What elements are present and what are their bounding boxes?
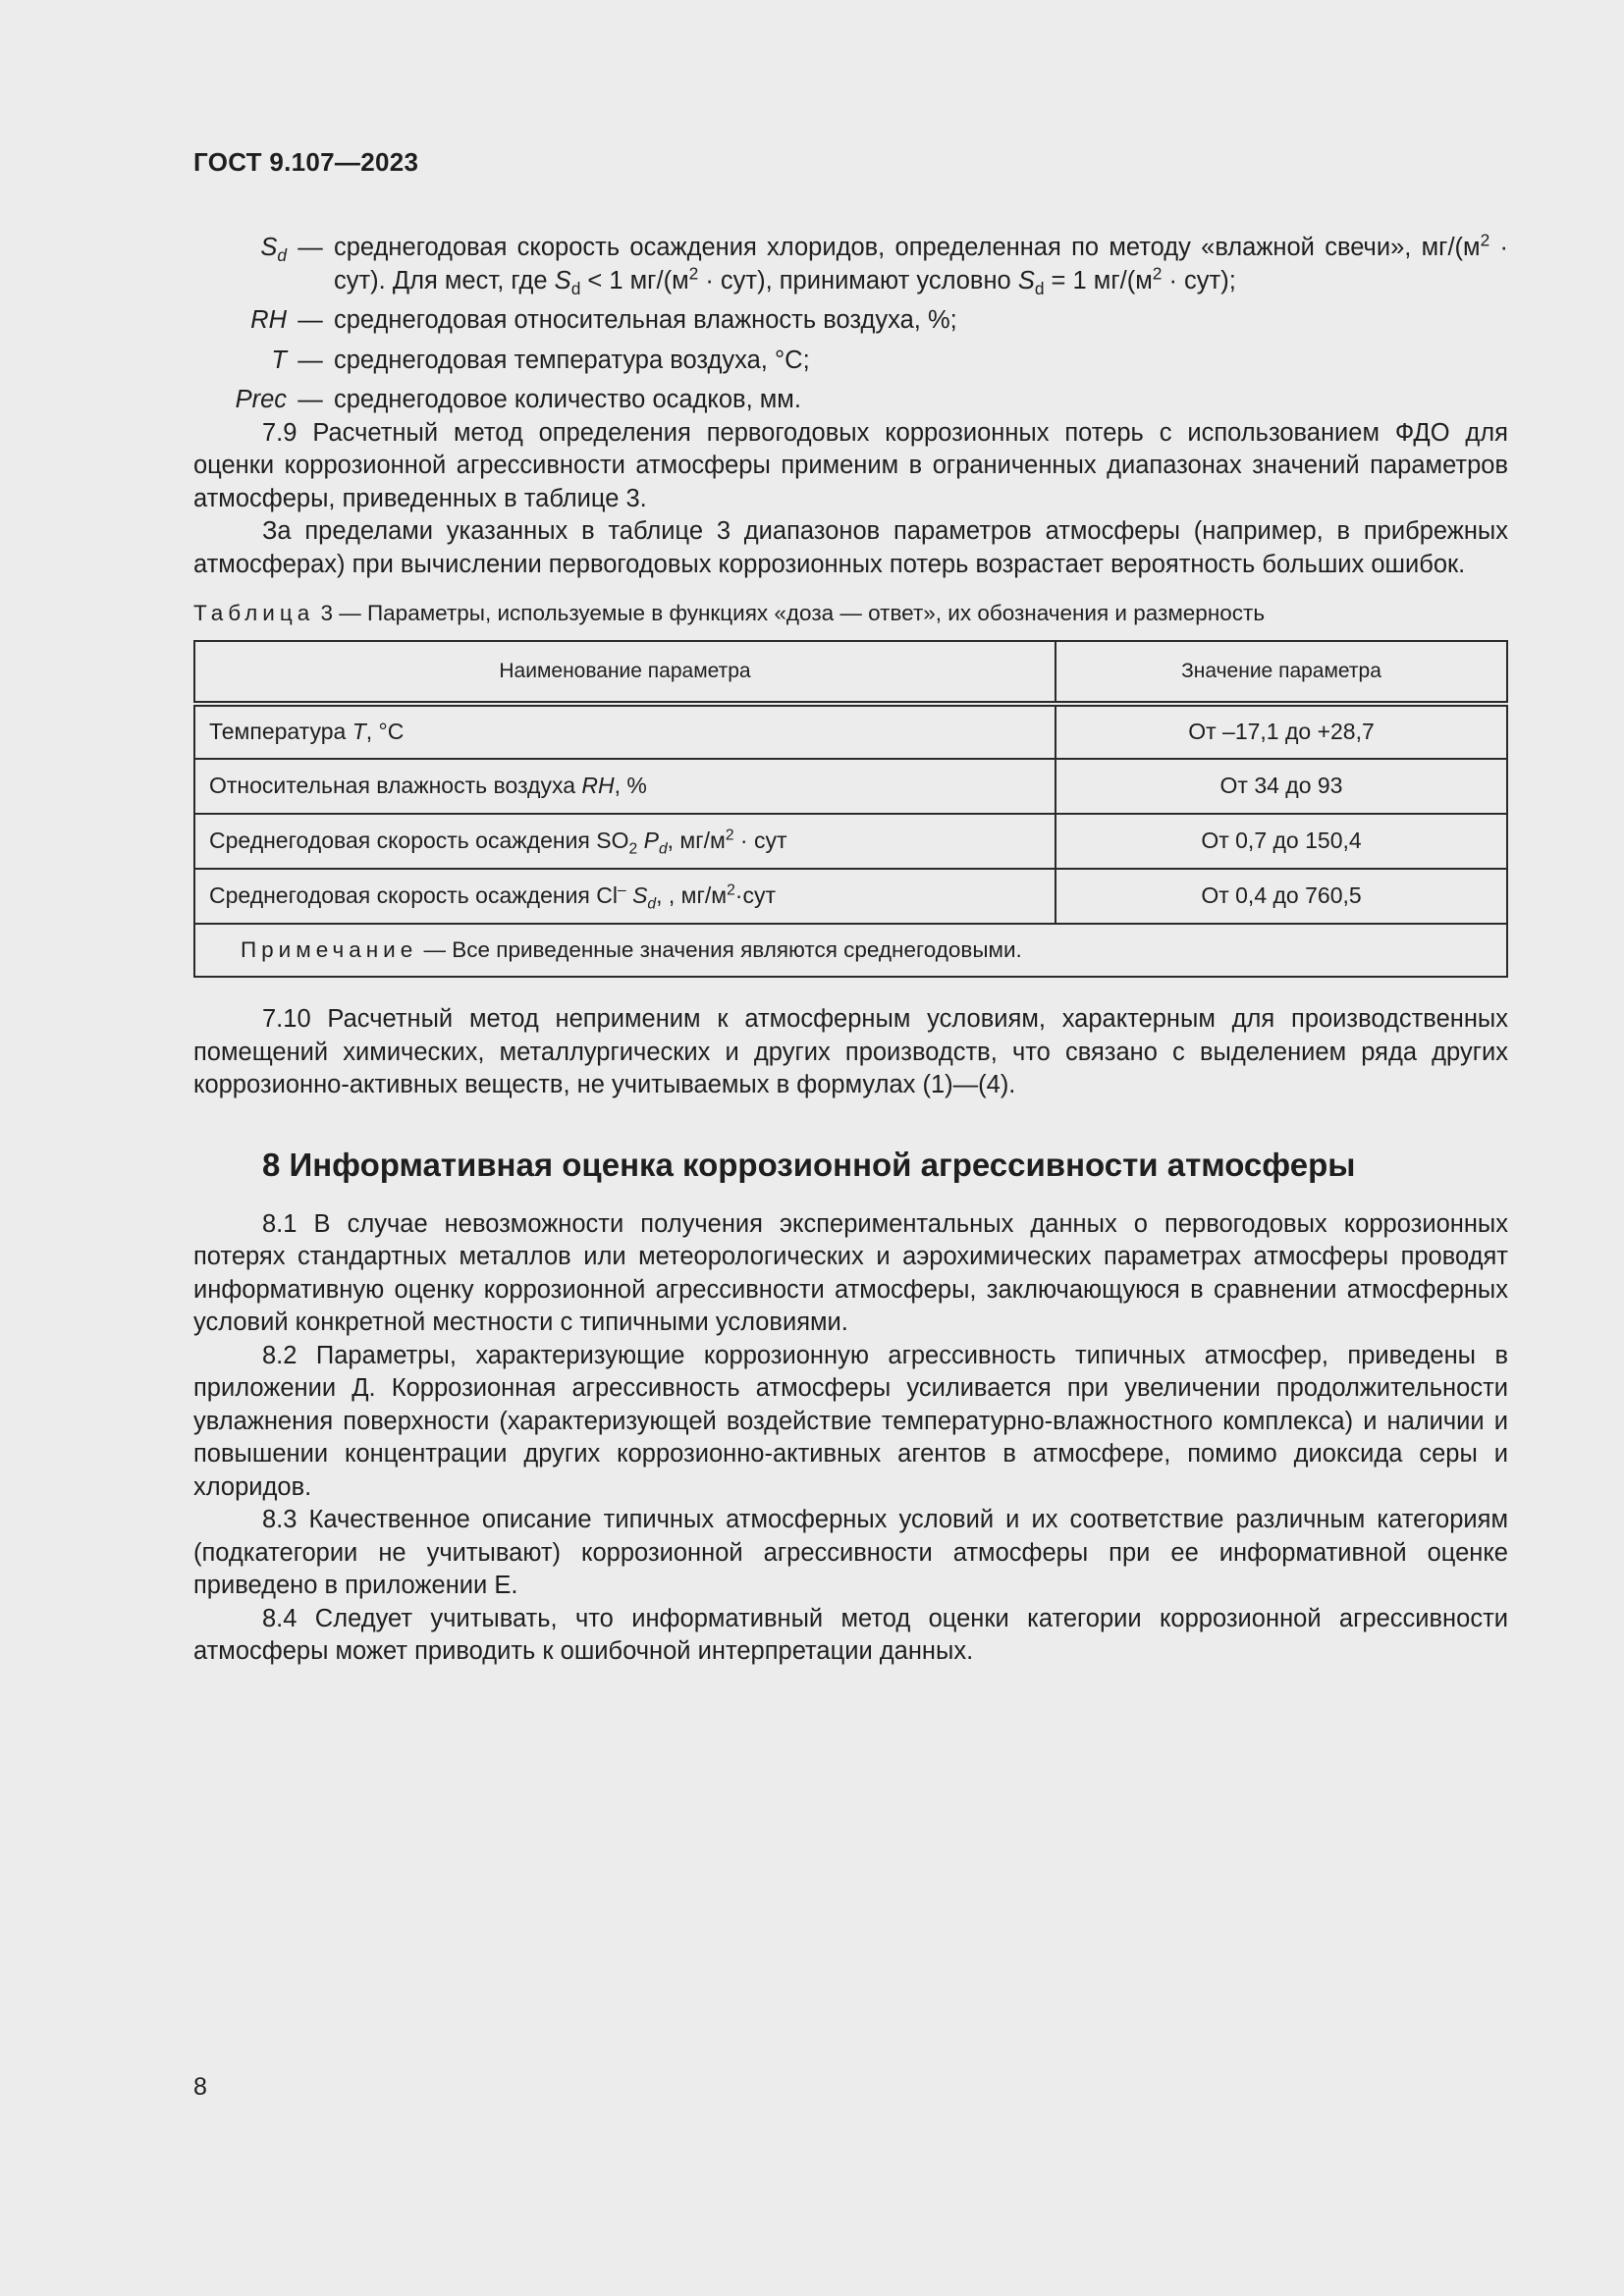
parameters-table <box>193 640 1508 978</box>
table-cell-parameter: Относительная влажность воздуха RH, % <box>194 759 1056 814</box>
table-header-cell: Значение параметра <box>1056 641 1507 704</box>
paragraph-7-10: 7.10 Расчетный метод неприменим к атмосферным условиям, характерным для производственных помещений химических, металлургических и других производств, что связано с выделением ряда других коррозионно-активных веществ, не учитываемых в формулах (1)—(4). <box>193 1005 1508 1098</box>
definition-dash: — <box>298 234 323 261</box>
table-row <box>194 704 1507 759</box>
document-code: ГОСТ 9.107—2023 <box>193 147 419 177</box>
table-caption <box>193 599 1508 628</box>
table-cell-parameter: Среднегодовая скорость осаждения $SO_2$ $P_d$, $мг/м^2$ · сут <box>194 814 1056 869</box>
table-cell-value: От 34 до 93 <box>1056 759 1507 814</box>
definition-sd <box>193 232 1508 297</box>
page-content <box>193 232 1508 1669</box>
table-cell-value: От 0,7 до 150,4 <box>1056 814 1507 869</box>
definition-dash: — <box>298 386 323 413</box>
section-heading: 8 Информативная оценка коррозионной агрессивности атмосферы <box>262 1146 1356 1183</box>
table-note-label: Примечание <box>241 937 418 963</box>
table-row <box>194 814 1507 869</box>
table-header-row <box>194 641 1507 704</box>
definition-text: среднегодовая относительная влажность воздуха, %; <box>334 306 957 334</box>
definition-prec <box>193 384 1508 417</box>
table-cell-value: От 0,4 до 760,5 <box>1056 869 1507 924</box>
definition-symbol: $S_d$ <box>260 234 287 266</box>
paragraph-8-4: 8.4 Следует учитывать, что информативный метод оценки категории коррозионной агрессивности атмосферы может приводить к ошибочной интерпретации данных. <box>193 1604 1508 1665</box>
table-cell-value: От –17,1 до +28,7 <box>1056 704 1507 759</box>
table-row <box>194 759 1507 814</box>
definition-symbol: T <box>271 346 287 374</box>
paragraph-7-9-cont: За пределами указанных в таблице 3 диапазонов параметров атмосферы (например, в прибрежных атмосферах) при вычислении первогодовых коррозионных потерь возрастает вероятность больших ошибок. <box>193 517 1508 578</box>
definition-text: среднегодовое количество осадков, мм. <box>334 386 801 413</box>
table-note <box>194 924 1507 977</box>
table-note-text: — Все приведенные значения являются среднегодовыми. <box>417 937 1022 963</box>
table-cell-parameter: Температура T, °С <box>194 704 1056 759</box>
table-caption-label: Таблица <box>193 601 315 625</box>
paragraph-7-9: 7.9 Расчетный метод определения первогодовых коррозионных потерь с использованием ФДО для оценки коррозионной агрессивности атмосферы применим в ограниченных диапазонах значений параметров атмосферы, приведенных в таблице 3. <box>193 418 1508 512</box>
table-cell-parameter: Среднегодовая скорость осаждения Cl– $S_d$, , $мг/м^2\cdot сут$ <box>194 869 1056 924</box>
page-number: 8 <box>193 2073 207 2101</box>
table-caption-text: 3 — Параметры, используемые в функциях «доза — ответ», их обозначения и размерность <box>314 601 1266 625</box>
definition-text: среднегодовая скорость осаждения хлоридов, определенная по методу «влажной свечи», $мг/(м^2 \cdot сут)$. Для мест, где $S_d < 1$ $мг/(м^2 \cdot сут)$, принимают условно $S_d = 1$ $мг/(м^2 \cdot сут)$; <box>334 230 1508 298</box>
paragraph-8-2: 8.2 Параметры, характеризующие коррозионную агрессивность типичных атмосфер, приведены в приложении Д. Коррозионная агрессивность атмосферы усиливается при увеличении продолжительности увлажнения поверхности (характеризующей воздействие температурно-влажностного комплекса) и наличии и повышении концентрации других коррозионно-активных агентов в атмосфере, помимо диоксида серы и хлоридов. <box>193 1341 1508 1501</box>
definition-text: среднегодовая температура воздуха, °С; <box>334 346 810 374</box>
paragraph-8-3: 8.3 Качественное описание типичных атмосферных условий и их соответствие различным категориям (подкатегории не учитывают) коррозионной агрессивности атмосферы при ее информативной оценке приведено в приложении Е. <box>193 1506 1508 1599</box>
definition-dash: — <box>298 346 323 374</box>
table-note-row <box>194 924 1507 977</box>
table-row <box>194 869 1507 924</box>
paragraph-8-1: 8.1 В случае невозможности получения экспериментальных данных о первогодовых коррозионных потерях стандартных металлов или метеорологических и аэрохимических параметрах атмосферы проводят информативную оценку коррозионной агрессивности атмосферы, заключающуюся в сравнении атмосферных условий конкретной местности с типичными условиями. <box>193 1209 1508 1336</box>
table-header-cell: Наименование параметра <box>194 641 1056 704</box>
definition-symbol: RH <box>250 306 287 334</box>
definition-symbol: Prec <box>235 386 287 413</box>
definition-rh <box>193 304 1508 338</box>
definition-dash: — <box>298 306 323 334</box>
definition-t <box>193 345 1508 378</box>
